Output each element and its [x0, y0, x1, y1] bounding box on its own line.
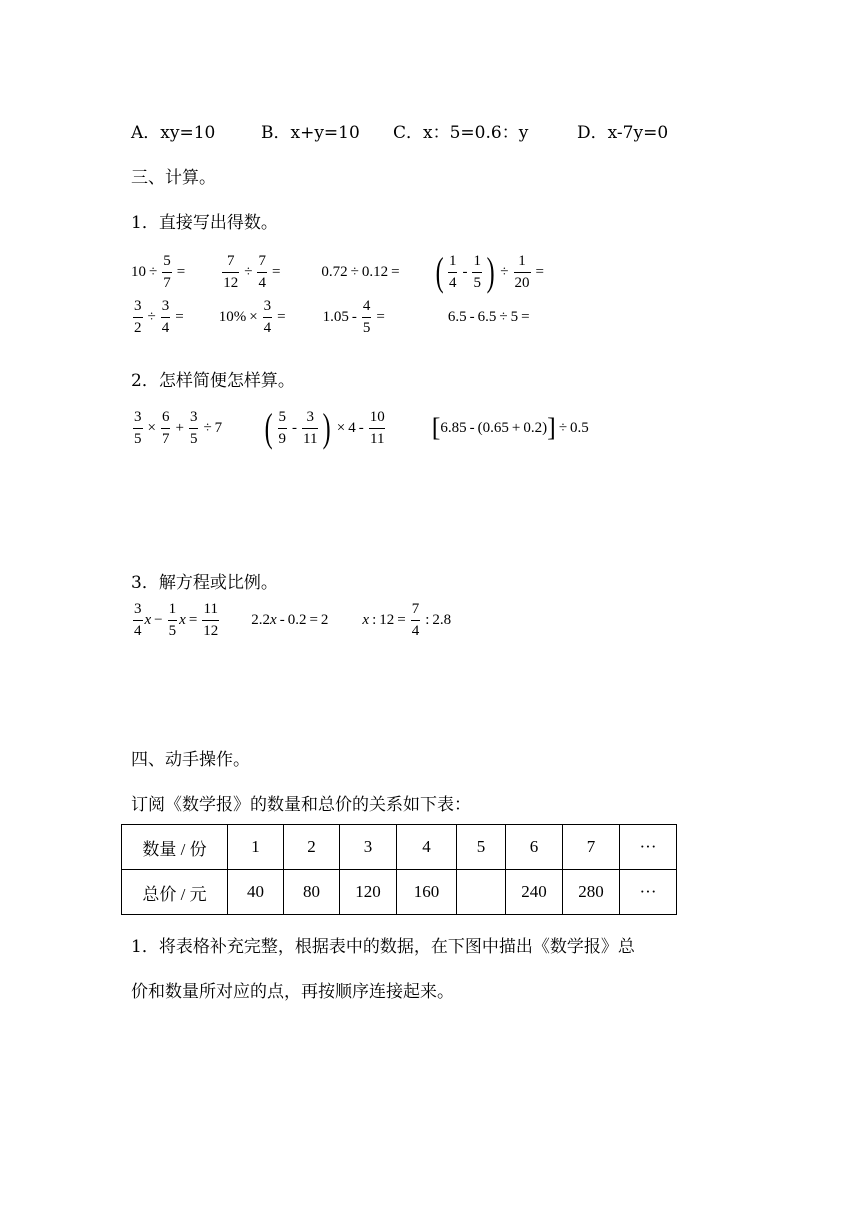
table-cell: 40 — [228, 870, 284, 915]
equation-row — [131, 601, 451, 640]
choice-c: C．x：5=0.6：y — [393, 123, 529, 143]
expr-7-12-div-7-4: $\frac{7}{12}$ ÷ $\frac{7}{4}$ = — [223, 252, 281, 291]
question-3-1: 1．直接写出得数。 — [131, 213, 278, 233]
table-cell: 120 — [340, 870, 397, 915]
expr-simplify-1: $\frac{3}{5}$ × $\frac{6}{7}$ + $\frac{3}{5}$ ÷ 7 — [134, 408, 223, 447]
expr-0-72-div-0-12: 0.72 ÷ 0.12 = — [321, 263, 400, 280]
expr-10-div-5-7: 10 ÷ $\frac{5}{7}$ = — [131, 252, 186, 291]
table-cell: 3 — [340, 825, 397, 870]
question-4-1-line2: 价和数量所对应的点，再按顺序连接起来。 — [131, 982, 454, 1002]
equation-3: x : 12 = $\frac{7}{4}$ : 2.8 — [362, 601, 452, 639]
expr-3-2-div-3-4: $\frac{3}{2}$ ÷ $\frac{3}{4}$ = — [134, 298, 184, 336]
expr-10pct-times-3-4: 10% × $\frac{3}{4}$ = — [218, 298, 286, 336]
table-cell: 7 — [563, 825, 620, 870]
price-table — [121, 824, 677, 915]
table-cell: ··· — [620, 870, 677, 915]
table-cell: ··· — [620, 825, 677, 870]
table-cell-blank — [457, 870, 506, 915]
section-3-title: 三、计算。 — [131, 168, 216, 188]
choice-d: D．x-7y=0 — [577, 123, 669, 143]
equation-1: $\frac{3}{4}$ x − $\frac{1}{5}$ x = $\frac{11}{12}$ — [134, 601, 219, 639]
table-cell: 2 — [284, 825, 340, 870]
table-cell: 280 — [563, 870, 620, 915]
table-cell: 240 — [506, 870, 563, 915]
arith-row-1 — [131, 249, 547, 294]
table-cell: 5 — [457, 825, 506, 870]
section-4-intro: 订阅《数学报》的数量和总价的关系如下表： — [131, 795, 471, 815]
simplify-row — [131, 405, 589, 450]
expr-simplify-3: [ 6.85 - (0.65 + 0.2) ] ÷ 0.5 — [431, 413, 589, 442]
expr-6-5-minus: 6.5 - 6.5 ÷ 5 = — [447, 309, 530, 325]
table-cell: 6 — [506, 825, 563, 870]
table-row — [122, 825, 677, 870]
arith-row-2 — [131, 298, 533, 337]
table-cell: 1 — [228, 825, 284, 870]
question-3-2: 2．怎样简便怎样算。 — [131, 371, 295, 391]
table-row — [122, 870, 677, 915]
table-header-price: 总价 / 元 — [122, 870, 228, 915]
table-cell: 160 — [397, 870, 457, 915]
question-4-1-line1: 1．将表格补充完整，根据表中的数据，在下图中描出《数学报》总 — [131, 937, 635, 957]
choice-b: B．x+y=10 — [261, 123, 360, 143]
table-cell: 80 — [284, 870, 340, 915]
question-3-3: 3．解方程或比例。 — [131, 573, 278, 593]
table-cell: 4 — [397, 825, 457, 870]
choice-a: A．xy=10 — [131, 123, 216, 143]
equation-2: 2.2 x - 0.2 = 2 — [251, 612, 329, 628]
expr-1-05-minus-4-5: 1.05 - $\frac{4}{5}$ = — [322, 298, 385, 336]
expr-simplify-2: ( $\frac{5}{9}$ - $\frac{3}{11}$ ) × 4 - $\frac{10}{11}$ — [264, 405, 385, 450]
section-4-title: 四、动手操作。 — [131, 750, 250, 770]
expr-paren-fractions: ( $\frac{1}{4}$ - $\frac{1}{5}$ ) ÷ $\frac{1}{20}$ = — [435, 249, 544, 294]
table-header-quantity: 数量 / 份 — [122, 825, 228, 870]
